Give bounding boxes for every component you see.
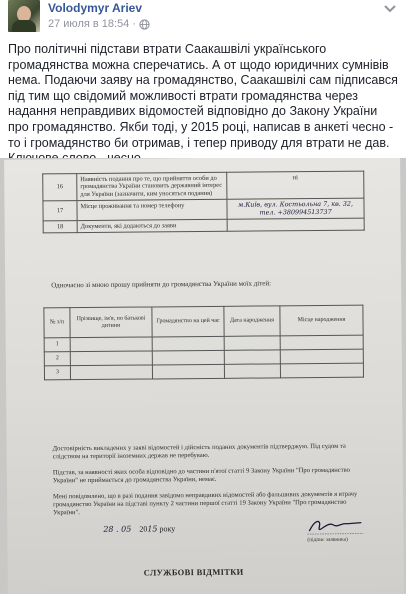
children-intro: Одночасно зі мною прошу прийняти до громадянства України моїх дітей: [51,279,272,290]
author-name[interactable]: Volodymyr Ariev [48,1,143,15]
application-form-table [42,171,365,234]
table-row [43,171,364,201]
warning-text: Мені повідомлено, що в разі подання завідомо неправдивих відомостей або фальшивих документів я втрачу громадянство України на підставі пункту 2 частини першої статті 19 Закону України "Про громадянство України". [53,490,358,517]
table-row [43,218,364,233]
row-answer: ні [227,171,364,199]
signature-date [103,524,175,534]
post-photo[interactable] [0,158,406,594]
handwritten-year: 15 [147,524,158,534]
year-suffix: року [159,524,176,534]
post-text: Про політичні підстави втрати Саакашвілі українського громадянства можна сперечатись. А от щодо юридичних сумнівів нема. Подаючи заяву на громадянство, Саакашвілі сам підписався під тим що свідомий можливості втрати громадянства через надання неправдивих відомостей відповідно до Закону України про громадянство. Якби тоді, у 2015 році, написав в анкеті чесно - то і громадянство би отримав, і тепер приводу для втрати не дав. [8,42,398,150]
avatar[interactable] [8,0,40,32]
table-row [43,198,364,221]
children-table [43,305,364,381]
row-question: Місце проживання та номер телефону [77,200,227,221]
avatar-body [12,20,36,32]
row-number: 3 [44,366,70,380]
row-answer [227,218,364,232]
post-header [0,0,406,42]
official-marks-heading: СЛУЖБОВІ ВІДМІТКИ [143,566,244,578]
handwritten-date: 28 . 05 [103,524,132,534]
row-number: 16 [43,174,77,202]
row-question: Документи, які додаються до заяви [77,219,227,233]
row-number: 17 [43,201,77,221]
row-number: 1 [44,338,70,352]
grounds-text: Підстав, за наявності яких особа відповідно до частини п'ятої статті 9 Закону України "Про громадянство України" не приймається до громадянства України, немає. [52,466,350,485]
table-header-row [44,305,363,338]
row-number: 2 [44,352,70,366]
document-scan [4,158,404,594]
row-number: 18 [43,221,77,234]
post-meta [48,18,150,30]
post-timestamp[interactable]: 27 июля в 18:54 [48,18,130,30]
column-header: Прізвище, ім'я, по батькові дитини [70,307,152,338]
signature-caption: (підпис заявника) [307,536,348,544]
applicant-signature [305,515,365,538]
table-row [44,363,363,380]
meta-separator: · [132,18,136,30]
chevron-down-icon[interactable] [384,4,396,14]
row-question: Наявність подання про те, що прийняття особи до громадянства України становить державний інтерес для України (зазначити, ким уносяться подання) [77,172,227,201]
column-header: Громадянство на цей час [152,306,224,337]
column-header: Дата народження [224,306,280,336]
column-header: № з/п [44,308,70,338]
column-header: Місце народження [280,305,363,336]
year-prefix: 20 [139,524,148,534]
globe-icon[interactable] [139,19,150,30]
row-answer: м.Київ, вул. Костьольна 7, кв. 32, тел. +380994513737 [227,198,364,219]
declaration-text: Достовірність викладених у заяві відомостей і дійсність поданих документів підтверджую. Під судом та слідством на території іноземних держав не перебуваю. [52,442,346,461]
